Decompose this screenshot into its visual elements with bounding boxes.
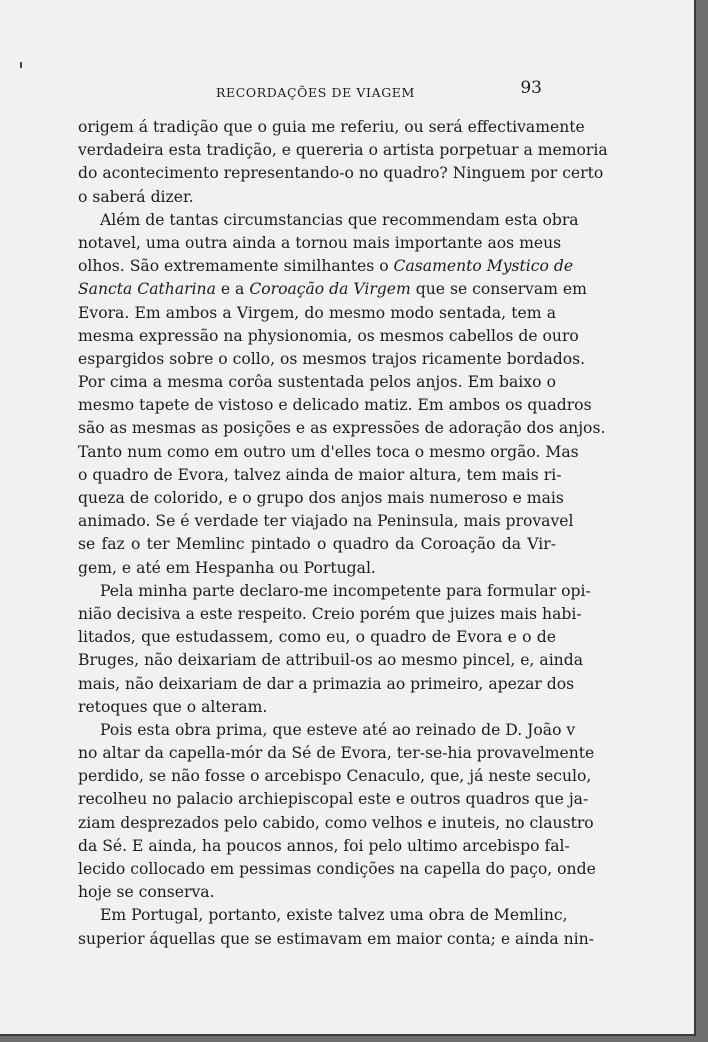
text-segment: da Sé. E ainda, ha poucos annos, foi pelo ultimo arcebispo fal- — [78, 836, 570, 855]
text-line — [78, 209, 579, 232]
text-line — [78, 116, 585, 139]
text-segment: se faz o ter Memlinc pintado o quadro da Coroação da Vir- — [78, 535, 556, 554]
body-text — [78, 116, 608, 951]
text-line — [78, 626, 556, 649]
paragraph — [78, 209, 606, 580]
text-segment: olhos. São extremamente similhantes o — [78, 257, 394, 276]
text-line — [78, 278, 587, 301]
text-line — [78, 557, 556, 580]
text-line — [78, 255, 574, 278]
text-segment: o saberá dizer. — [78, 187, 194, 206]
text-line — [78, 232, 562, 255]
text-segment: espargidos sobre o collo, os mesmos trajos ricamente bordados. — [78, 349, 586, 368]
text-segment: Evora. Em ambos a Virgem, do mesmo modo sentada, tem a — [78, 303, 556, 322]
text-segment: Tanto num como em outro um d'elles toca o mesmo orgão. Mas — [78, 442, 579, 461]
text-segment: superior áquellas que se estimavam em maior conta; e ainda nin- — [78, 929, 594, 948]
text-segment: litados, que estudassem, como eu, o quadro de Evora e o de — [78, 628, 556, 647]
text-segment: animado. Se é verdade ter viajado na Peninsula, mais provavel — [78, 512, 574, 531]
text-line — [78, 533, 556, 556]
text-segment: e a — [215, 280, 250, 299]
text-segment: mesma expressão na physionomia, os mesmos cabellos de ouro — [78, 326, 579, 345]
text-line — [78, 881, 556, 904]
text-line — [78, 765, 592, 788]
text-line — [78, 394, 592, 417]
text-segment: perdido, se não fosse o arcebispo Cenaculo, que, já neste seculo, — [78, 767, 592, 786]
text-segment: no altar da capella-mór da Sé de Evora, ter-se-hia provavelmente — [78, 744, 595, 763]
text-segment: notavel, uma outra ainda a tornou mais importante aos meus — [78, 233, 562, 252]
text-segment: nião decisiva a este respeito. Creio porém que juizes mais habi- — [78, 604, 582, 623]
text-segment: o quadro de Evora, talvez ainda de maior altura, tem mais ri- — [78, 465, 562, 484]
text-line — [78, 788, 589, 811]
text-line — [78, 696, 556, 719]
text-line — [78, 580, 591, 603]
text-segment: origem á tradição que o guia me referiu, ou será effectivamente — [78, 118, 585, 136]
text-line — [78, 371, 556, 394]
text-segment: verdadeira esta tradição, e quereria o artista porpetuar a memoria — [78, 141, 608, 160]
text-line — [78, 742, 595, 765]
running-title: RECORDAÇÕES DE VIAGEM — [216, 85, 415, 100]
paragraph — [78, 580, 591, 719]
page-number: 93 — [520, 78, 542, 98]
text-segment: lecido collocado em pessimas condições na capella do paço, onde — [78, 860, 596, 878]
text-segment: ziam desprezados pelo cabido, como velhos e inuteis, no claustro — [78, 813, 594, 832]
text-segment: queza de colorido, e o grupo dos anjos mais numeroso e mais — [78, 489, 564, 507]
text-segment: mesmo tapete de vistoso e delicado matiz. Em ambos os quadros — [78, 396, 592, 415]
text-line — [78, 464, 562, 487]
text-segment: retoques que o alteram. — [78, 697, 268, 716]
paragraph — [78, 719, 596, 905]
text-line — [78, 673, 575, 696]
italic-title: Sancta Catharina — [78, 280, 216, 299]
paragraph — [78, 116, 608, 209]
text-segment: Em Portugal, portanto, existe talvez uma obra de Memlinc, — [100, 906, 568, 925]
text-line — [78, 858, 596, 881]
text-line — [78, 417, 606, 440]
text-segment: do acontecimento representando-o no quadro? Ninguem por certo — [78, 164, 604, 183]
text-segment: são as mesmas as posições e as expressões de adoração dos anjos. — [78, 419, 606, 438]
text-line — [78, 719, 576, 742]
paragraph — [78, 904, 594, 950]
text-line — [78, 348, 586, 371]
text-segment: mais, não deixariam de dar a primazia ao primeiro, apezar dos — [78, 674, 575, 693]
print-speck — [20, 62, 22, 68]
text-segment: que se conservam em — [410, 280, 587, 299]
text-line — [78, 904, 568, 927]
text-line — [78, 441, 579, 464]
text-line — [78, 649, 584, 672]
text-segment: Pois esta obra prima, que esteve até ao reinado de D. João v — [100, 720, 576, 739]
text-line — [78, 510, 574, 533]
text-segment: Bruges, não deixariam de attribuil-os ao mesmo pincel, e, ainda — [78, 651, 584, 670]
italic-title: Casamento Mystico de — [393, 257, 574, 276]
text-line — [78, 487, 564, 510]
text-line — [78, 139, 608, 162]
text-line — [78, 812, 594, 835]
text-segment: gem, e até em Hespanha ou Portugal. — [78, 558, 376, 577]
text-segment: recolheu no palacio archiepiscopal este e outros quadros que ja- — [78, 790, 589, 809]
text-segment: Pela minha parte declaro-me incompetente para formular opi- — [100, 581, 591, 600]
text-segment: hoje se conserva. — [78, 883, 215, 902]
text-line — [78, 928, 594, 951]
text-line — [78, 302, 556, 325]
text-line — [78, 186, 556, 209]
text-line — [78, 325, 579, 348]
italic-title: Coroação da Virgem — [249, 280, 411, 299]
text-line — [78, 162, 604, 185]
text-segment: Por cima a mesma corôa sustentada pelos anjos. Em baixo o — [78, 373, 556, 392]
text-segment: Além de tantas circumstancias que recommendam esta obra — [100, 210, 579, 229]
text-line — [78, 835, 570, 858]
page-header — [78, 76, 548, 100]
text-line — [78, 603, 582, 626]
